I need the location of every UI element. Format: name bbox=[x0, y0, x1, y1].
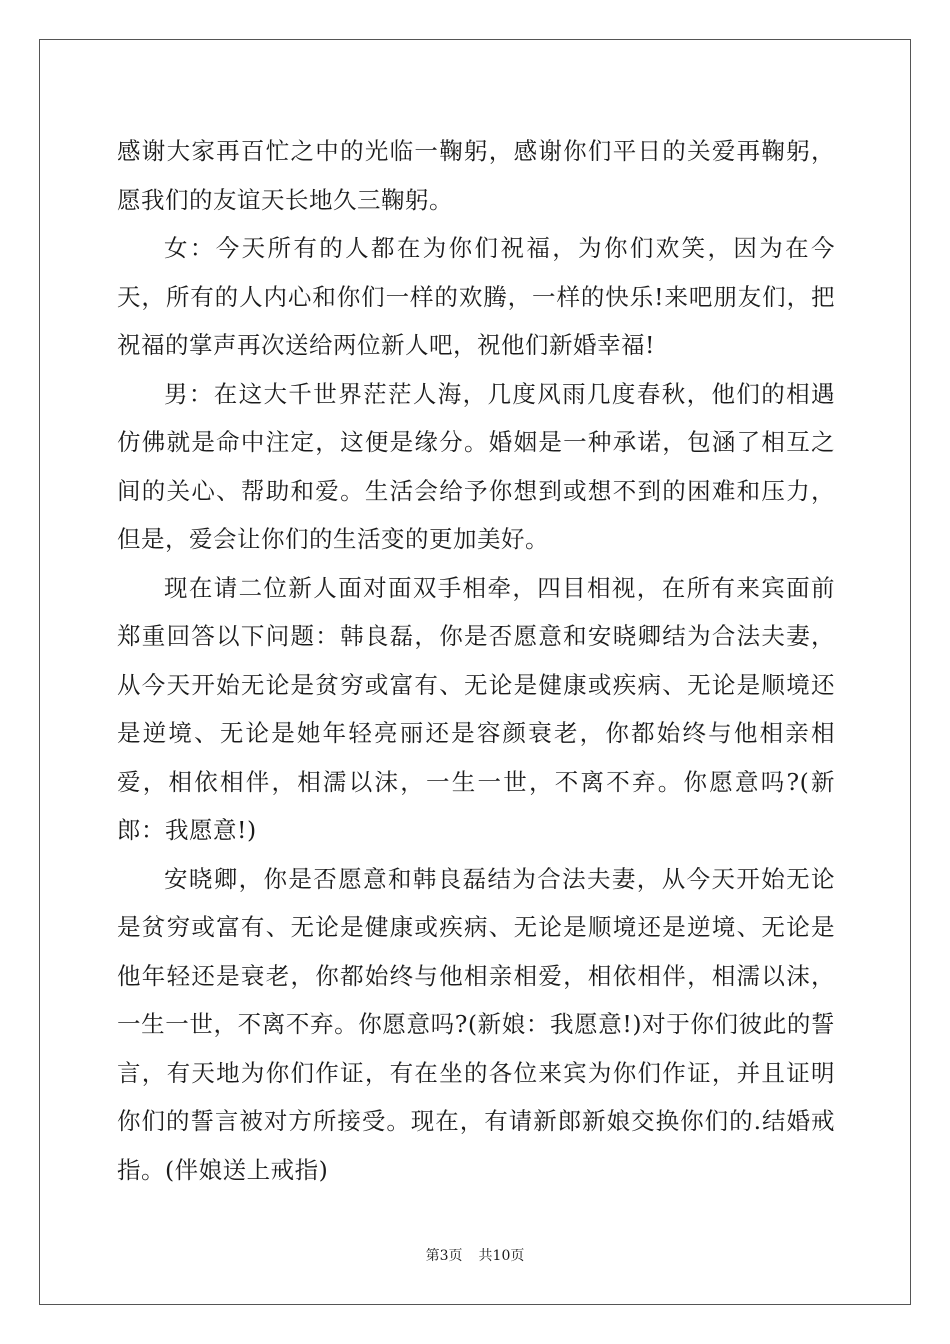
paragraph-opening: 感谢大家再百忙之中的光临一鞠躬，感谢你们平日的关爱再鞠躬，愿我们的友谊天长地久三鞠躬。 bbox=[117, 137, 835, 214]
page-footer bbox=[0, 1245, 950, 1265]
page-number: 第3页 bbox=[425, 1248, 463, 1264]
page-total: 共10页 bbox=[478, 1248, 525, 1264]
paragraph-groom-vow: 现在请二位新人面对面双手相牵，四目相视，在所有来宾面前郑重回答以下问题：韩良磊，你是否愿意和安晓卿结为合法夫妻，从今天开始无论是贫穷或富有、无论是健康或疾病、无论是顺境还是逆境、无论是她年轻亮丽还是容颜衰老，你都始终与他相亲相爱，相依相伴，相濡以沫，一生一世，不离不弃。你愿意吗?(新郎：我愿意!) bbox=[117, 573, 835, 844]
paragraph-female-host: 女：今天所有的人都在为你们祝福，为你们欢笑，因为在今天，所有的人内心和你们一样的欢腾，一样的快乐!来吧朋友们，把祝福的掌声再次送给两位新人吧，祝他们新婚幸福! bbox=[117, 234, 835, 359]
paragraph-bride-vow: 安晓卿，你是否愿意和韩良磊结为合法夫妻，从今天开始无论是贫穷或富有、无论是健康或疾病、无论是顺境还是逆境、无论是他年轻还是衰老，你都始终与他相亲相爱，相依相伴，相濡以沫，一生一世，不离不弃。你愿意吗?(新娘：我愿意!)对于你们彼此的誓言，有天地为你们作证，有在坐的各位来宾为你们作证，并且证明你们的誓言被对方所接受。现在，有请新郎新娘交换你们的.结婚戒指。(伴娘送上戒指) bbox=[117, 864, 835, 1184]
document-body bbox=[117, 127, 835, 1194]
paragraph-male-host: 男：在这大千世界茫茫人海，几度风雨几度春秋，他们的相遇仿佛就是命中注定，这便是缘分。婚姻是一种承诺，包涵了相互之间的关心、帮助和爱。生活会给予你想到或想不到的困难和压力，但是，爱会让你们的生活变的更加美好。 bbox=[117, 379, 835, 553]
